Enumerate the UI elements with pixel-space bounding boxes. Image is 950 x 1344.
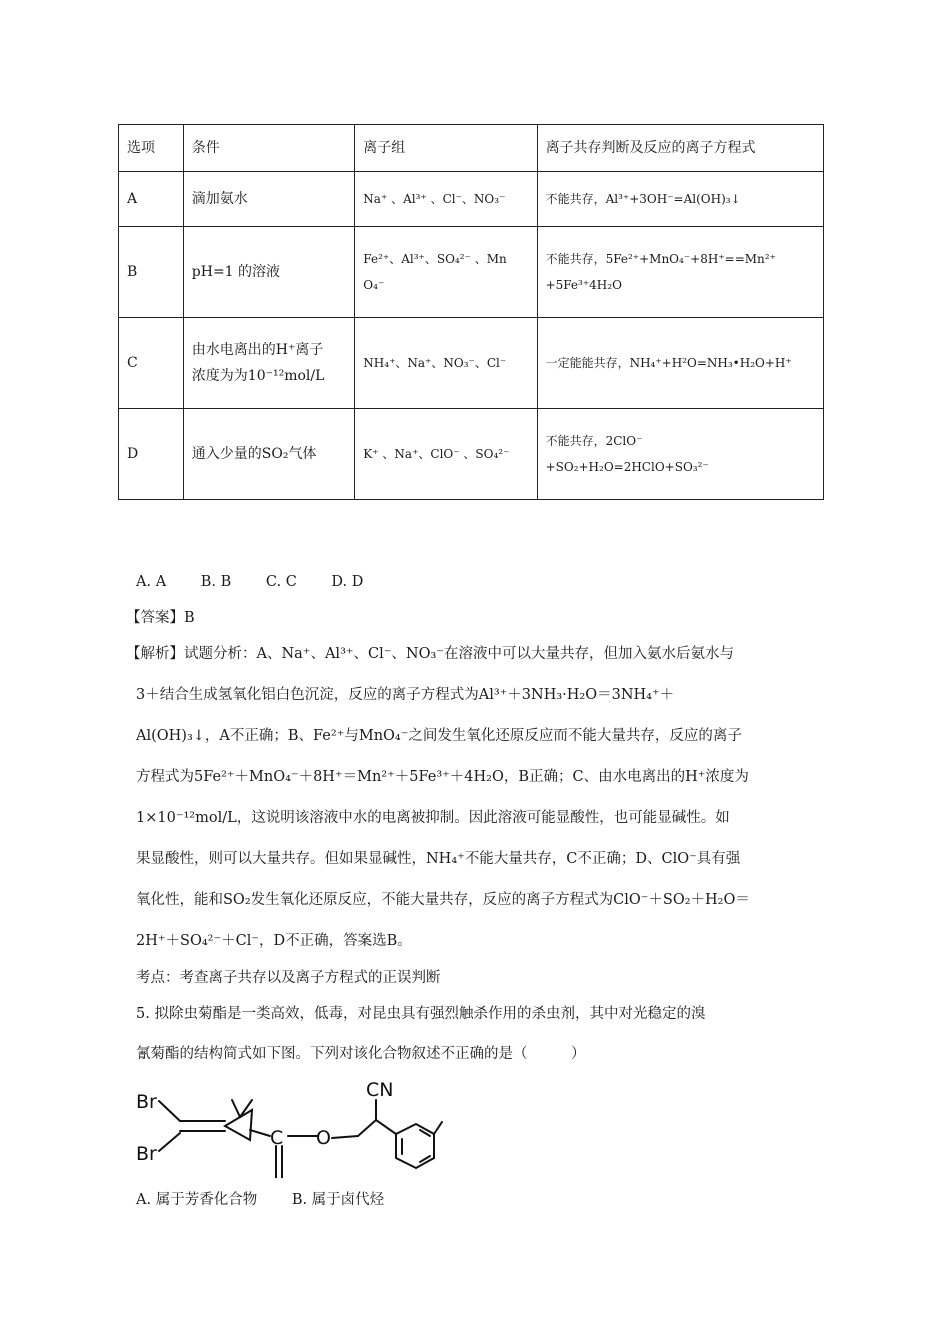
row-judgement: 不能共存，Al³⁺+3OH⁻=Al(OH)₃↓ [537, 172, 823, 227]
bond [232, 1100, 240, 1117]
bond [159, 1101, 180, 1121]
table-row [119, 409, 824, 500]
option-a: A. A [136, 574, 167, 590]
ions-line-1: Fe²⁺、Al³⁺、SO₄²⁻ 、Mn [363, 252, 507, 266]
row-judgement: 一定能能共存，NH₄⁺+H²O=NH₃•H₂O+H⁺ [537, 318, 823, 409]
analysis-line-2: 3＋结合生成氢氧化铝白色沉淀，反应的离子方程式为Al³⁺＋3NH₃·H₂O＝3NH₄⁺＋ [136, 687, 675, 703]
judgement-line-2: +SO₂+H₂O=2HClO+SO₃²⁻ [545, 460, 709, 474]
row-ions: K⁺ 、Na⁺、ClO⁻ 、SO₄²⁻ [355, 409, 537, 500]
option-d: D. D [331, 574, 364, 590]
table-row [119, 172, 824, 227]
analysis-line-7: 氧化性，能和SO₂发生氧化还原反应，不能大量共存，反应的离子方程式为ClO⁻＋SO₂＋H₂O＝ [136, 892, 750, 908]
q5-option-b: B. 属于卤代烃 [291, 1192, 385, 1208]
analysis-line-6: 果显酸性，则可以大量共存。但如果显碱性，NH₄⁺不能大量共存，C不正确；D、ClO⁻具有强 [136, 851, 741, 867]
q5-option-a: A. 属于芳香化合物 [136, 1192, 258, 1208]
carbon-label: C [270, 1127, 284, 1149]
row-judgement [537, 409, 823, 500]
row-option: B [119, 227, 184, 318]
row-condition [183, 318, 355, 409]
header-ions: 离子组 [355, 125, 537, 172]
analysis-line-5: 1×10⁻¹²mol/L，这说明该溶液中水的电离被抑制。因此溶液可能显酸性，也可能显碱性。如 [136, 810, 730, 826]
question-5-line-1: 5. 拟除虫菊酯是一类高效，低毒，对昆虫具有强烈触杀作用的杀虫剂，其中对光稳定的溴 [136, 1006, 706, 1022]
oxygen-label: O [316, 1127, 331, 1149]
header-option: 选项 [119, 125, 184, 172]
row-option: A [119, 172, 184, 227]
nitrile-label: CN [366, 1079, 394, 1101]
answer-line: 【答案】B [126, 610, 195, 626]
table-row [119, 227, 824, 318]
bromine-label: Br [136, 1091, 157, 1113]
bond [159, 1133, 180, 1151]
bond [376, 1120, 396, 1134]
analysis-line-3: Al(OH)₃↓，A不正确；B、Fe²⁺与MnO₄⁻之间发生氧化还原反应而不能大量共存，反应的离子 [136, 728, 742, 744]
judgement-line-1: 不能共存，2ClO⁻ [545, 434, 643, 448]
kaodian-line: 考点：考查离子共存以及离子方程式的正误判断 [136, 970, 441, 986]
row-option: C [119, 318, 184, 409]
judgement-line-2: +5Fe³⁺4H₂O [545, 278, 622, 292]
bromine-label: Br [136, 1143, 157, 1165]
bond [250, 1130, 270, 1136]
row-ions [355, 227, 537, 318]
condition-line-2: 浓度为为10⁻¹²mol/L [191, 368, 325, 384]
table-row [119, 318, 824, 409]
judgement-line-1: 不能共存，5Fe²⁺+MnO₄⁻+8H⁺==Mn²⁺ [545, 252, 776, 266]
condition-line-1: 由水电离出的H⁺离子 [191, 342, 324, 358]
question-5-line-2: 氰菊酯的结构简式如下图。下列对该化合物叙述不正确的是（ ） [136, 1046, 586, 1062]
row-condition: 通入少量的SO₂气体 [183, 409, 355, 500]
analysis-line-8: 2H⁺＋SO₄²⁻＋Cl⁻，D不正确，答案选B。 [136, 933, 412, 949]
row-option: D [119, 409, 184, 500]
ions-line-2: O₄⁻ [363, 278, 385, 292]
option-c: C. C [265, 574, 297, 590]
row-condition: pH=1 的溶液 [183, 227, 355, 318]
bond [358, 1120, 376, 1136]
row-ions: Na⁺ 、Al³⁺ 、Cl⁻、NO₃⁻ [355, 172, 537, 227]
option-b: B. B [200, 574, 232, 590]
answer-options [136, 568, 816, 596]
row-judgement [537, 227, 823, 318]
row-ions: NH₄⁺、Na⁺、NO₃⁻、Cl⁻ [355, 318, 537, 409]
bond [332, 1136, 358, 1138]
structural-formula [130, 1078, 460, 1178]
table-header-row [119, 125, 824, 172]
bond [434, 1122, 442, 1134]
analysis-line-4: 方程式为5Fe²⁺＋MnO₄⁻＋8H⁺＝Mn²⁺＋5Fe³⁺＋4H₂O，B正确；C、由水电离出的H⁺浓度为 [136, 769, 749, 785]
ion-table [118, 124, 824, 500]
header-condition: 条件 [183, 125, 355, 172]
header-judgement: 离子共存判断及反应的离子方程式 [537, 125, 823, 172]
analysis-line-1: 【解析】试题分析：A、Na⁺、Al³⁺、Cl⁻、NO₃⁻在溶液中可以大量共存，但加入氨水后氨水与 [126, 646, 734, 662]
row-condition: 滴加氨水 [183, 172, 355, 227]
question-5-options [136, 1186, 816, 1214]
